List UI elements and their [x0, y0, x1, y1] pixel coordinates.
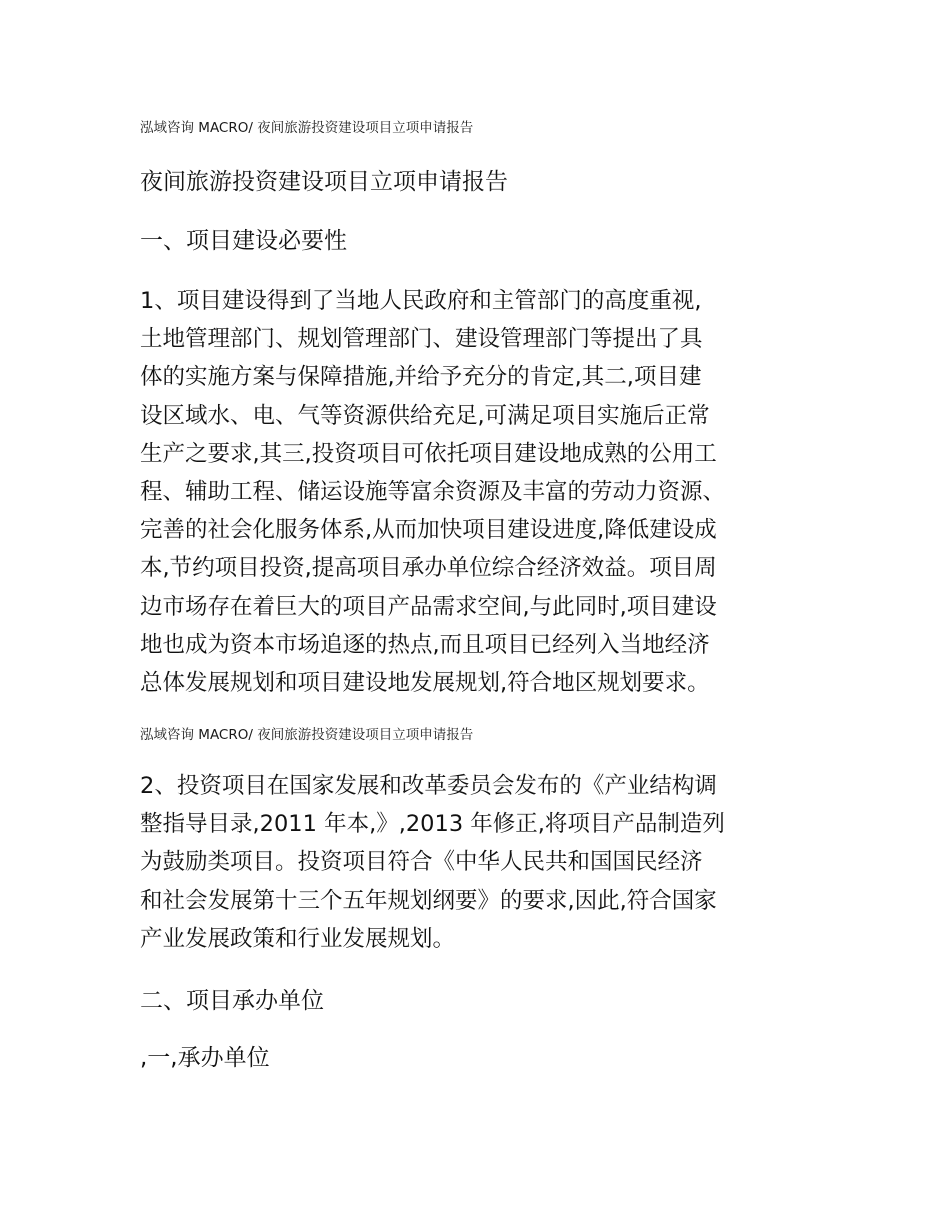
paragraph-line: 程、辅助工程、储运设施等富余资源及丰富的劳动力资源、: [140, 479, 726, 506]
paragraph-line: 地也成为资本市场追逐的热点,而且项目已经列入当地经济: [140, 631, 710, 658]
paragraph-necessity-2: [140, 767, 820, 958]
paragraph-line: 体的实施方案与保障措施,并给予充分的肯定,其二,项目建: [140, 364, 702, 391]
subsection-heading-sponsor: ,一,承办单位: [140, 1045, 270, 1071]
document-title: 夜间旅游投资建设项目立项申请报告: [140, 169, 508, 195]
paragraph-line: 土地管理部门、规划管理部门、建设管理部门等提出了具: [140, 326, 703, 353]
section-heading-sponsor: 二、项目承办单位: [140, 988, 324, 1014]
running-header: 泓域咨询 MACRO/ 夜间旅游投资建设项目立项申请报告: [140, 120, 474, 136]
running-header: 泓域咨询 MACRO/ 夜间旅游投资建设项目立项申请报告: [140, 727, 474, 743]
paragraph-line: 2、投资项目在国家发展和改革委员会发布的《产业结构调: [140, 773, 717, 799]
paragraph-line: 1、项目建设得到了当地人民政府和主管部门的高度重视,: [140, 288, 702, 314]
section-heading-necessity: 一、项目建设必要性: [140, 228, 347, 254]
paragraph-line: 生产之要求,其三,投资项目可依托项目建设地成熟的公用工: [140, 440, 717, 467]
paragraph-line: 完善的社会化服务体系,从而加快项目建设进度,降低建设成: [140, 517, 717, 544]
paragraph-line: 本,节约项目投资,提高项目承办单位综合经济效益。项目周: [140, 555, 717, 582]
paragraph-line: 和社会发展第十三个五年规划纲要》的要求,因此,符合国家: [140, 887, 717, 914]
paragraph-line: 设区域水、电、气等资源供给充足,可满足项目实施后正常: [140, 402, 710, 429]
paragraph-line: 产业发展政策和行业发展规划。: [140, 925, 456, 952]
paragraph-line: 边市场存在着巨大的项目产品需求空间,与此同时,项目建设: [140, 593, 717, 620]
paragraph-line: 整指导目录,2011 年本,》,2013 年修正,将项目产品制造列: [140, 811, 725, 838]
paragraph-line: 总体发展规划和项目建设地发展规划,符合地区规划要求。: [140, 670, 710, 697]
paragraph-line: 为鼓励类项目。投资项目符合《中华人民共和国国民经济: [140, 849, 703, 876]
paragraph-necessity-1: [140, 282, 820, 702]
